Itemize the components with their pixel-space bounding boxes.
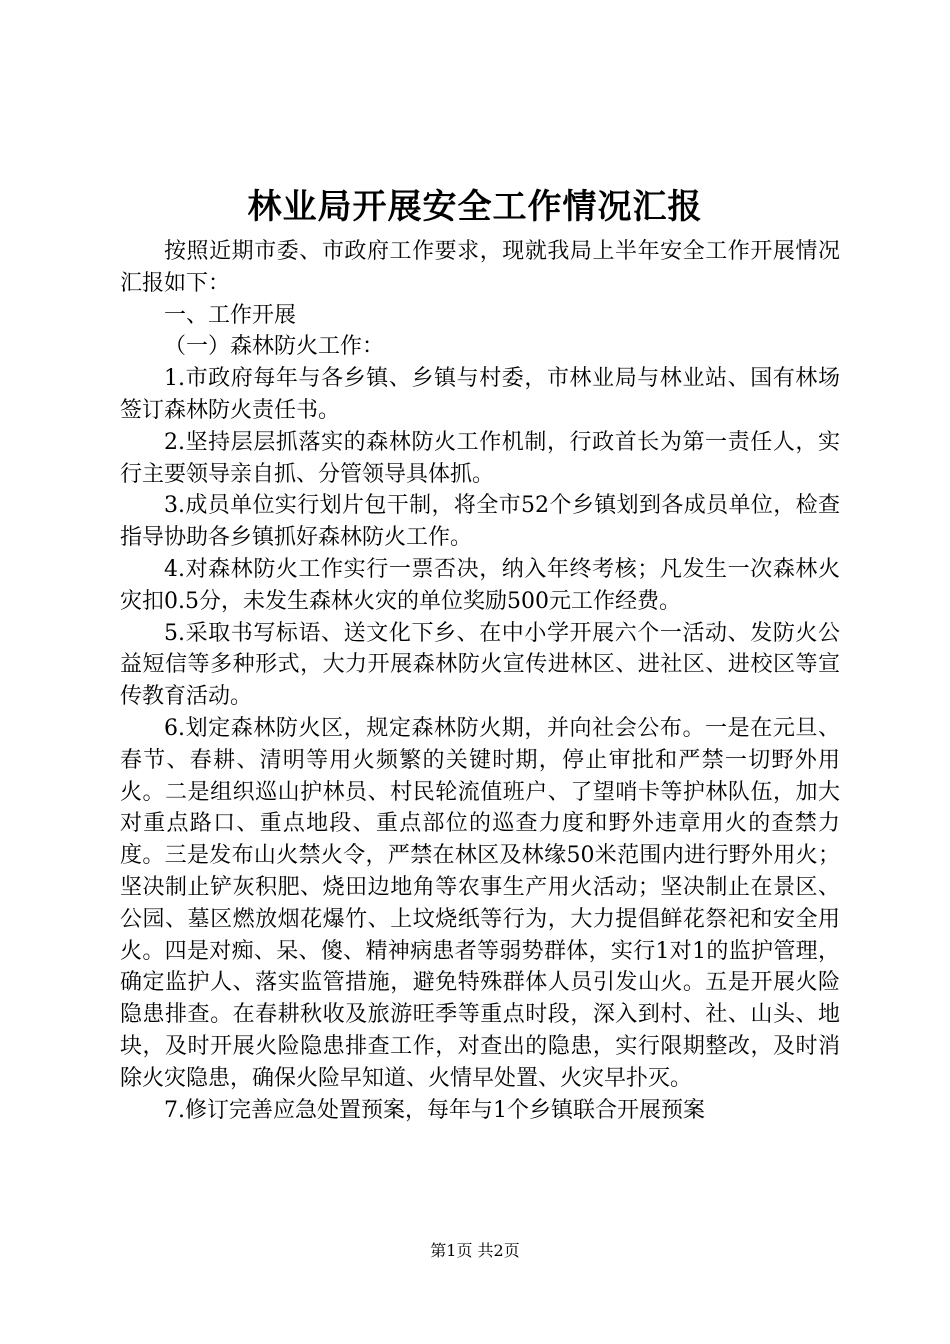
paragraph-item-6: 6.划定森林防火区，规定森林防火期，并向社会公布。一是在元旦、春节、春耕、清明等用火频繁的关键时期，停止审批和严禁一切野外用火。二是组织巡山护林员、村民轮流值班户、了望哨卡等护林队伍，加大对重点路口、重点地段、重点部位的巡查力度和野外违章用火的查禁力度。三是发布山火禁火令，严禁在林区及林缘50米范围内进行野外用火；坚决制止铲灰积肥、烧田边地角等农事生产用火活动；坚决制止在景区、公园、墓区燃放烟花爆竹、上坟烧纸等行为，大力提倡鲜花祭祀和安全用火。四是对痴、呆、傻、精神病患者等弱势群体，实行1对1的监护管理，确定监护人、落实监管措施，避免特殊群体人员引发山火。五是开展火险隐患排查。在春耕秋收及旅游旺季等重点时段，深入到村、社、山头、地块，及时开展火险隐患排查工作，对查出的隐患，实行限期整改，及时消除火灾隐患，确保火险早知道、火情早处置、火灾早扑灭。 xyxy=(120,715,840,1091)
paragraph-item-4: 4.对森林防火工作实行一票否决，纳入年终考核；凡发生一次森林火灾扣0.5分，未发生森林火灾的单位奖励500元工作经费。 xyxy=(120,556,840,614)
paragraph-item-3: 3.成员单位实行划片包干制，将全市52个乡镇划到各成员单位，检查指导协助各乡镇抓好森林防火工作。 xyxy=(120,493,840,551)
document-body xyxy=(120,236,840,1126)
page-footer: 第1页 共2页 xyxy=(430,1241,520,1260)
subsection-heading: （一）森林防火工作： xyxy=(164,334,385,360)
paragraph-item-1: 1.市政府每年与各乡镇、乡镇与村委，市林业局与林业站、国有林场签订森林防火责任书。 xyxy=(120,366,840,423)
paragraph-item-2: 2.坚持层层抓落实的森林防火工作机制，行政首长为第一责任人，实行主要领导亲自抓、分管领导具体抓。 xyxy=(120,429,840,487)
paragraph-item-5: 5.采取书写标语、送文化下乡、在中小学开展六个一活动、发防火公益短信等多种形式，大力开展森林防火宣传进林区、进社区、进校区等宣传教育活动。 xyxy=(120,620,840,710)
section-heading: 一、工作开展 xyxy=(164,302,297,328)
document-title: 林业局开展安全工作情况汇报 xyxy=(247,187,703,227)
paragraph-item-7: 7.修订完善应急处置预案，每年与1个乡镇联合开展预案 xyxy=(164,1097,705,1123)
paragraph-intro: 按照近期市委、市政府工作要求，现就我局上半年安全工作开展情况汇报如下： xyxy=(120,239,840,296)
